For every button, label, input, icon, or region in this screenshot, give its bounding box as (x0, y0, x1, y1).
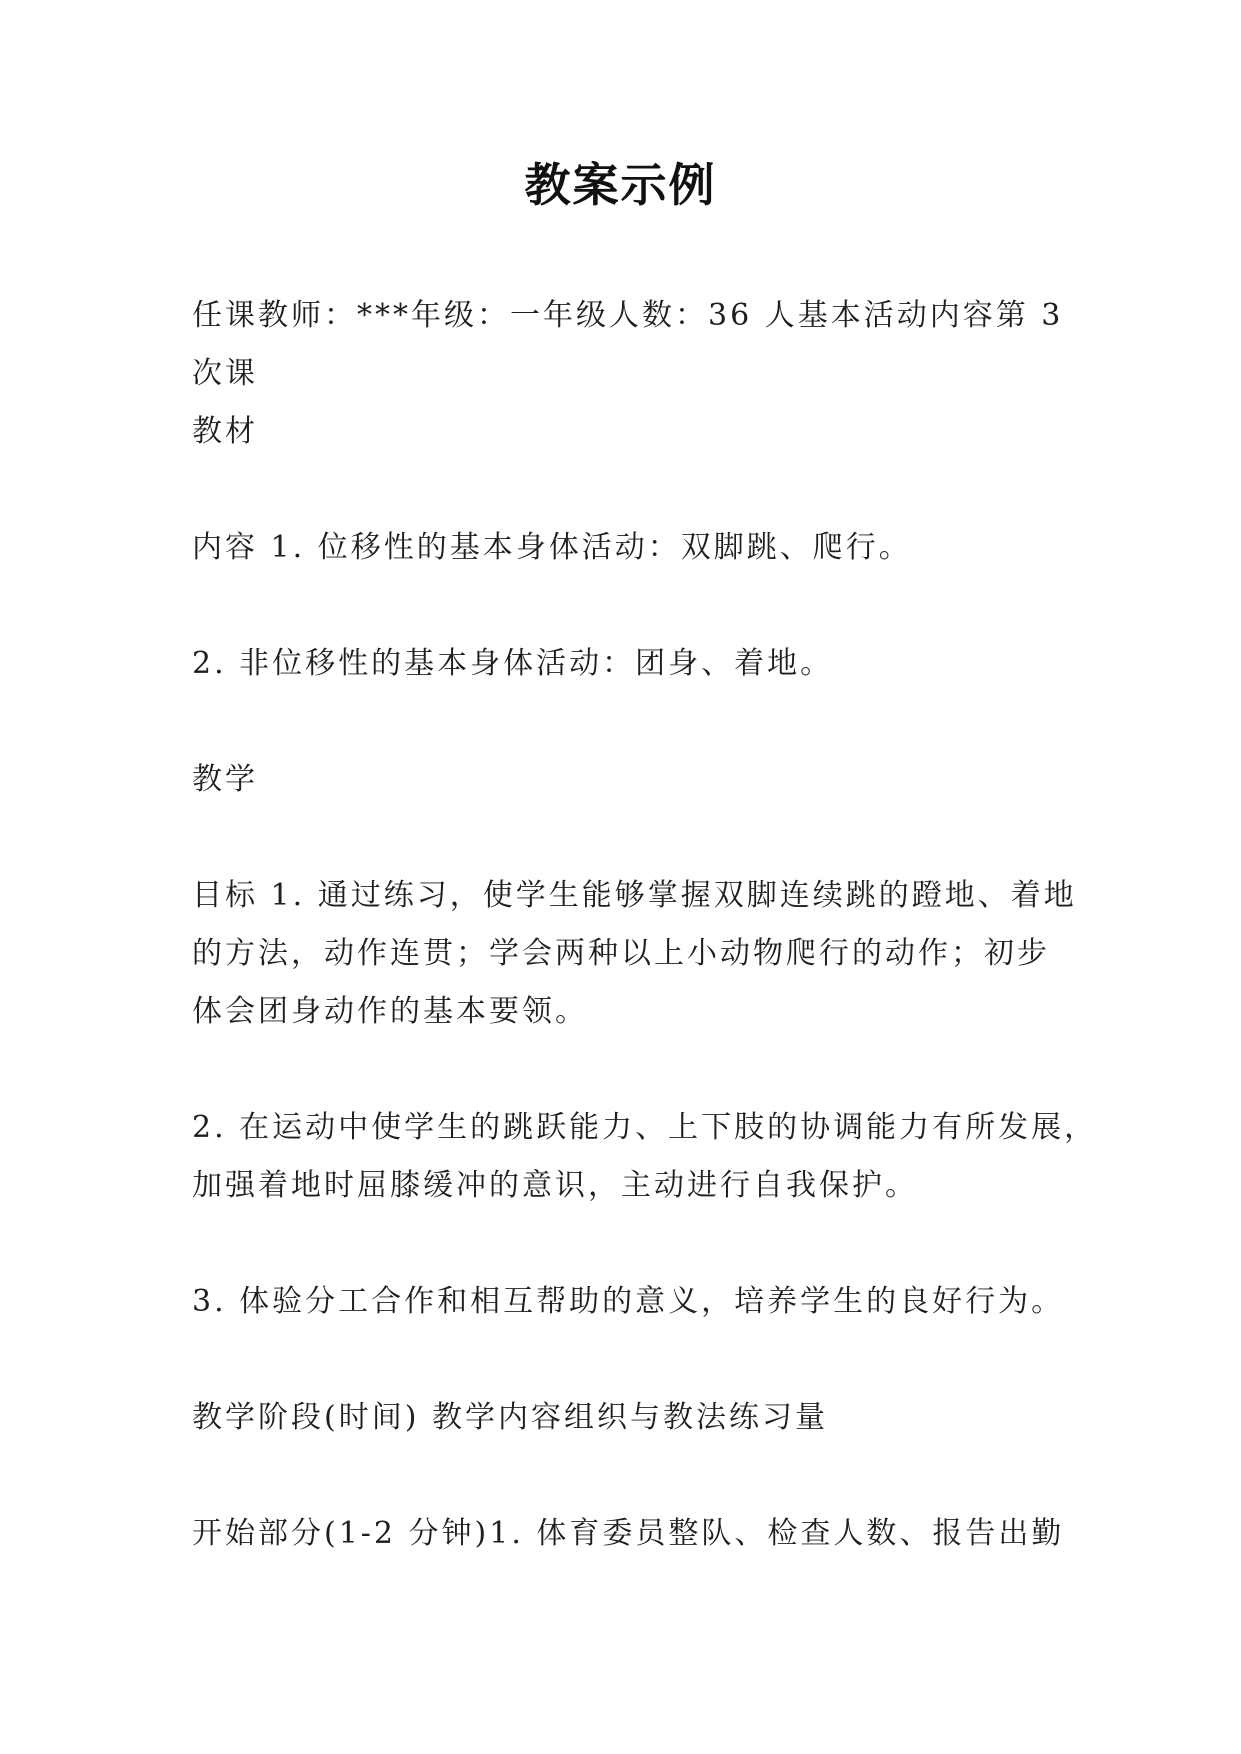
text-line-table-header: 教学阶段(时间) 教学内容组织与教法练习量 (192, 1400, 828, 1435)
text-line-goal-2-a: 2. 在运动中使学生的跳跃能力、上下肢的协调能力有所发展， (192, 1110, 1098, 1145)
text-line-materials-label: 教材 (192, 414, 258, 449)
text-line-teaching-label: 教学 (192, 762, 258, 797)
text-line-content-1: 内容 1. 位移性的基本身体活动：双脚跳、爬行。 (192, 530, 912, 565)
text-line-goal-2-b: 加强着地时屈膝缓冲的意识，主动进行自我保护。 (192, 1168, 918, 1203)
text-line-content-2: 2. 非位移性的基本身体活动：团身、着地。 (192, 646, 834, 681)
text-line-teacher-info: 任课教师：***年级：一年级人数：36 人基本活动内容第 3 (192, 298, 1064, 333)
page-title: 教案示例 (524, 158, 717, 212)
text-line-lesson-number: 次课 (192, 356, 258, 391)
text-line-goal-1-b: 的方法，动作连贯；学会两种以上小动物爬行的动作；初步 (192, 936, 1050, 971)
text-line-goal-1-a: 目标 1. 通过练习，使学生能够掌握双脚连续跳的蹬地、着地 (192, 878, 1077, 913)
text-line-goal-1-c: 体会团身动作的基本要领。 (192, 994, 588, 1029)
text-line-goal-3: 3. 体验分工合作和相互帮助的意义，培养学生的良好行为。 (192, 1284, 1065, 1319)
text-line-opening-part: 开始部分(1-2 分钟)1. 体育委员整队、检查人数、报告出勤 (192, 1516, 1065, 1551)
